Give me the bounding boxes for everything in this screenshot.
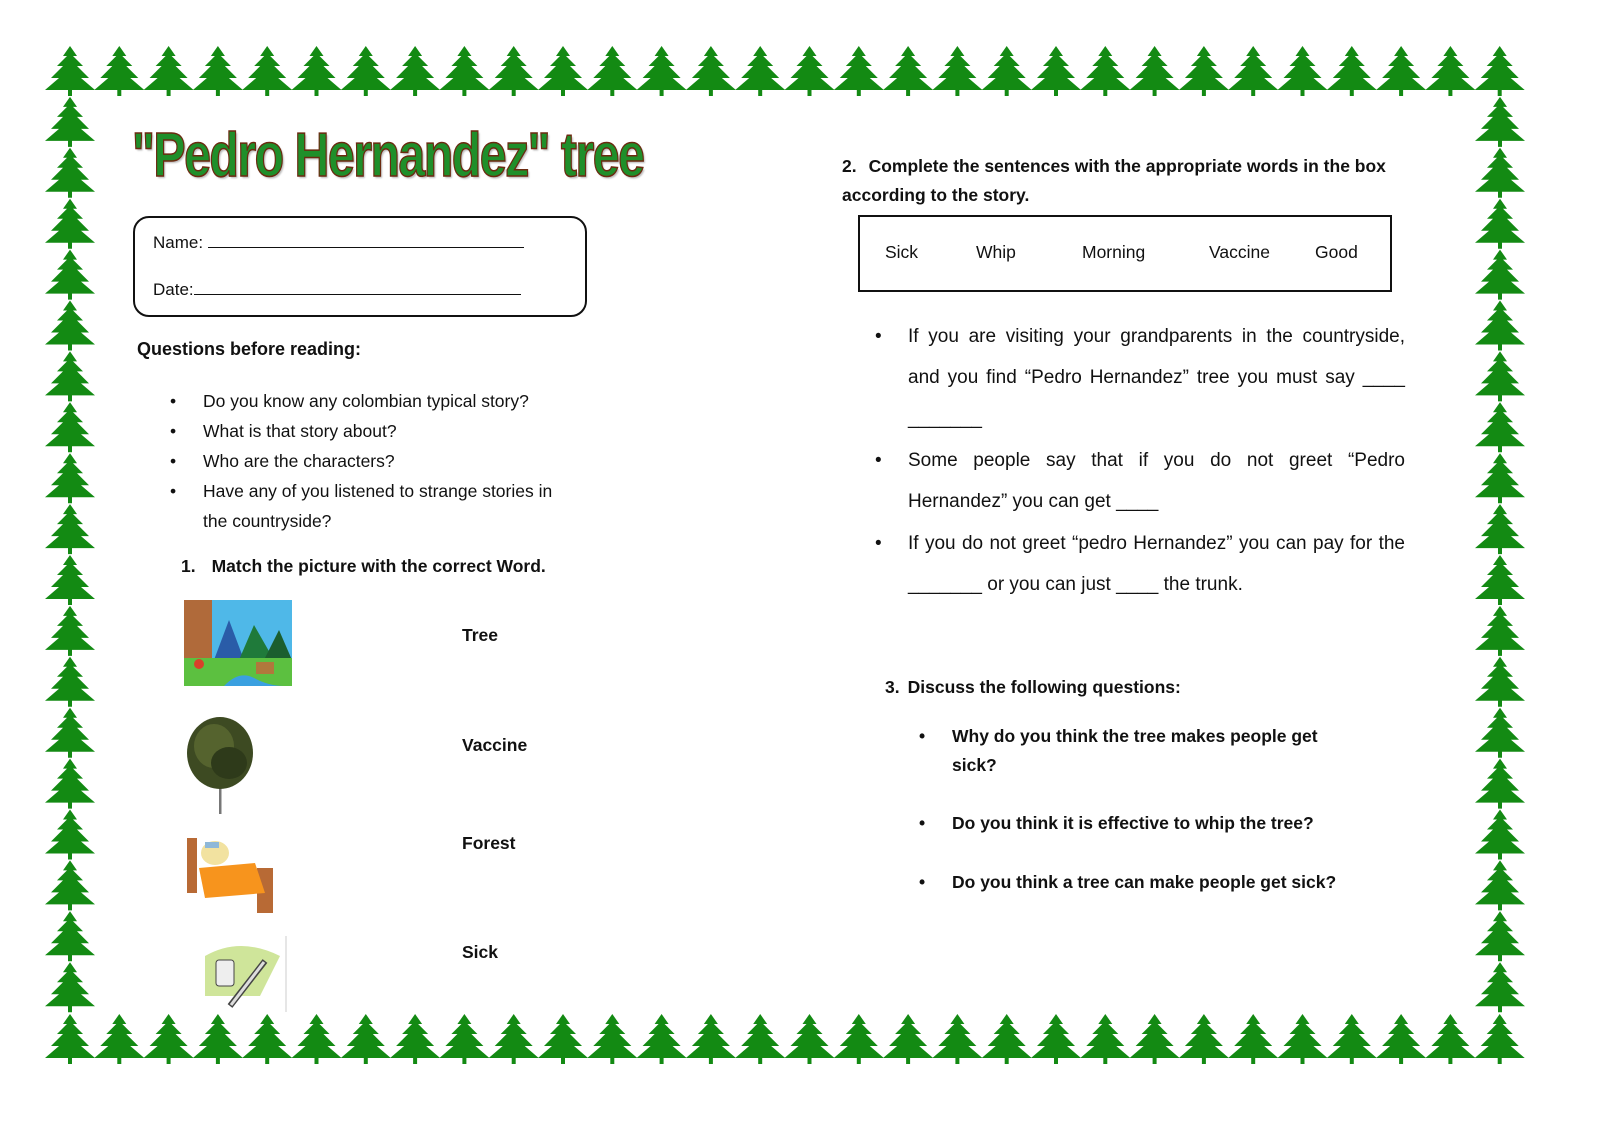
sick-person-picture bbox=[185, 828, 277, 914]
border-tree-icon bbox=[45, 301, 95, 351]
border-tree-icon bbox=[1327, 46, 1377, 96]
border-tree-icon bbox=[932, 46, 982, 96]
border-tree-icon bbox=[1179, 1014, 1229, 1064]
border-tree-icon bbox=[1475, 606, 1525, 656]
border-tree-icon bbox=[45, 810, 95, 860]
border-tree-icon bbox=[883, 1014, 933, 1064]
name-blank[interactable] bbox=[208, 232, 524, 248]
border-tree-icon bbox=[1475, 810, 1525, 860]
discussion-list bbox=[919, 722, 1339, 897]
border-tree-icon bbox=[94, 46, 144, 96]
border-tree-icon bbox=[1376, 1014, 1426, 1064]
border-tree-icon bbox=[439, 46, 489, 96]
border-tree-icon bbox=[834, 46, 884, 96]
page-title: "Pedro Hernandez" tree bbox=[132, 121, 644, 190]
list-item: • What is that story about? bbox=[170, 416, 580, 446]
border-tree-icon bbox=[1278, 1014, 1328, 1064]
border-tree-icon bbox=[45, 759, 95, 809]
border-tree-icon bbox=[45, 148, 95, 198]
border-tree-icon bbox=[883, 46, 933, 96]
vaccine-picture bbox=[200, 936, 288, 1012]
border-tree-icon bbox=[1031, 1014, 1081, 1064]
border-tree-icon bbox=[686, 1014, 736, 1064]
border-tree-icon bbox=[1080, 1014, 1130, 1064]
border-tree-icon bbox=[834, 1014, 884, 1064]
border-tree-icon bbox=[45, 708, 95, 758]
border-tree-icon bbox=[489, 46, 539, 96]
name-field[interactable] bbox=[153, 232, 524, 253]
border-tree-icon bbox=[1475, 860, 1525, 910]
border-tree-icon bbox=[1475, 402, 1525, 452]
section3-heading: 3. Discuss the following questions: bbox=[885, 677, 1181, 697]
border-tree-icon bbox=[1475, 708, 1525, 758]
date-label: Date: bbox=[153, 280, 194, 299]
border-tree-icon bbox=[45, 453, 95, 503]
border-tree-icon bbox=[1475, 657, 1525, 707]
section1-heading: 1. Match the picture with the correct Word. bbox=[181, 556, 546, 576]
border-tree-icon bbox=[1475, 504, 1525, 554]
border-tree-icon bbox=[1475, 962, 1525, 1012]
border-tree-icon bbox=[1130, 1014, 1180, 1064]
border-tree-icon bbox=[1327, 1014, 1377, 1064]
border-tree-icon bbox=[1080, 46, 1130, 96]
border-tree-icon bbox=[1425, 1014, 1475, 1064]
word-box-item: Vaccine bbox=[1209, 242, 1270, 262]
border-tree-icon bbox=[94, 1014, 144, 1064]
border-tree-icon bbox=[735, 46, 785, 96]
list-item: • Do you know any colombian typical story? bbox=[170, 386, 580, 416]
border-tree-icon bbox=[45, 606, 95, 656]
border-tree-icon bbox=[785, 1014, 835, 1064]
border-tree-icon bbox=[390, 46, 440, 96]
border-tree-icon bbox=[489, 1014, 539, 1064]
border-tree-icon bbox=[637, 46, 687, 96]
border-tree-icon bbox=[45, 962, 95, 1012]
forest-picture bbox=[184, 600, 292, 686]
word-box bbox=[858, 215, 1392, 292]
border-tree-icon bbox=[341, 46, 391, 96]
border-tree-icon bbox=[1475, 301, 1525, 351]
border-tree-icon bbox=[982, 1014, 1032, 1064]
sentence-item: • If you are visiting your grandparents in the countryside, and you find “Pedro Hernandez” tree you must say ____ _______ bbox=[875, 326, 1405, 429]
word-box-item: Good bbox=[1315, 242, 1358, 262]
border-tree-icon bbox=[932, 1014, 982, 1064]
border-tree-icon bbox=[341, 1014, 391, 1064]
border-tree-icon bbox=[45, 1014, 95, 1064]
border-tree-icon bbox=[45, 860, 95, 910]
border-tree-icon bbox=[1179, 46, 1229, 96]
word-box-item: Sick bbox=[885, 242, 919, 262]
border-tree-icon bbox=[1475, 759, 1525, 809]
before-reading-list bbox=[170, 386, 580, 536]
border-tree-icon bbox=[144, 46, 194, 96]
border-tree-icon bbox=[587, 46, 637, 96]
border-tree-icon bbox=[45, 402, 95, 452]
border-tree-icon bbox=[45, 250, 95, 300]
border-tree-icon bbox=[193, 1014, 243, 1064]
border-tree-icon bbox=[1278, 46, 1328, 96]
section2-heading: 2. Complete the sentences with the appropriate words in the box according to the story. bbox=[842, 156, 1386, 205]
before-reading-heading: Questions before reading: bbox=[137, 339, 362, 359]
border-tree-icon bbox=[1130, 46, 1180, 96]
border-tree-icon bbox=[45, 351, 95, 401]
match-word: Sick bbox=[462, 942, 498, 962]
match-word: Tree bbox=[462, 625, 498, 645]
name-label: Name: bbox=[153, 233, 204, 252]
border-tree-icon bbox=[45, 46, 95, 96]
border-tree-icon bbox=[1475, 453, 1525, 503]
border-tree-icon bbox=[193, 46, 243, 96]
border-tree-icon bbox=[439, 1014, 489, 1064]
sentence-item: • Some people say that if you do not greet “Pedro Hernandez” you can get ____ bbox=[875, 450, 1405, 512]
border-tree-icon bbox=[45, 504, 95, 554]
match-word: Forest bbox=[462, 833, 516, 853]
border-tree-icon bbox=[538, 46, 588, 96]
name-date-box bbox=[133, 216, 587, 317]
match-word: Vaccine bbox=[462, 735, 528, 755]
list-item: • Do you think a tree can make people get sick? bbox=[919, 868, 1339, 897]
border-tree-icon bbox=[1425, 46, 1475, 96]
border-tree-icon bbox=[1376, 46, 1426, 96]
border-tree-icon bbox=[1228, 46, 1278, 96]
border-tree-icon bbox=[785, 46, 835, 96]
border-tree-icon bbox=[292, 1014, 342, 1064]
border-tree-icon bbox=[1475, 148, 1525, 198]
border-tree-icon bbox=[1475, 46, 1525, 96]
list-item: • Have any of you listened to strange stories in the countryside? bbox=[170, 476, 580, 536]
border-tree-icon bbox=[686, 46, 736, 96]
list-item: • Who are the characters? bbox=[170, 446, 580, 476]
border-tree-icon bbox=[982, 46, 1032, 96]
date-field[interactable] bbox=[153, 279, 521, 300]
border-tree-icon bbox=[1475, 250, 1525, 300]
border-tree-icon bbox=[587, 1014, 637, 1064]
border-tree-icon bbox=[242, 46, 292, 96]
border-tree-icon bbox=[1475, 555, 1525, 605]
border-tree-icon bbox=[1031, 46, 1081, 96]
word-box-item: Morning bbox=[1082, 242, 1146, 262]
date-blank[interactable] bbox=[194, 279, 521, 295]
border-tree-icon bbox=[144, 1014, 194, 1064]
sentence-item: • If you do not greet “pedro Hernandez” you can pay for the _______ or you can just ____ the trunk. bbox=[875, 533, 1405, 595]
border-tree-icon bbox=[735, 1014, 785, 1064]
border-tree-icon bbox=[45, 199, 95, 249]
list-item: • Why do you think the tree makes people get sick? bbox=[919, 722, 1339, 780]
border-tree-icon bbox=[292, 46, 342, 96]
border-tree-icon bbox=[1475, 911, 1525, 961]
border-tree-icon bbox=[1475, 97, 1525, 147]
word-box-item: Whip bbox=[976, 242, 1016, 262]
border-tree-icon bbox=[45, 555, 95, 605]
border-tree-icon bbox=[637, 1014, 687, 1064]
border-tree-icon bbox=[45, 657, 95, 707]
tree-picture bbox=[184, 708, 256, 814]
border-tree-icon bbox=[45, 97, 95, 147]
border-tree-icon bbox=[538, 1014, 588, 1064]
border-tree-icon bbox=[45, 911, 95, 961]
border-tree-icon bbox=[1475, 1014, 1525, 1064]
list-item: • Do you think it is effective to whip the tree? bbox=[919, 809, 1339, 838]
border-tree-icon bbox=[1475, 199, 1525, 249]
border-tree-icon bbox=[1475, 351, 1525, 401]
border-tree-icon bbox=[390, 1014, 440, 1064]
border-tree-icon bbox=[242, 1014, 292, 1064]
border-tree-icon bbox=[1228, 1014, 1278, 1064]
